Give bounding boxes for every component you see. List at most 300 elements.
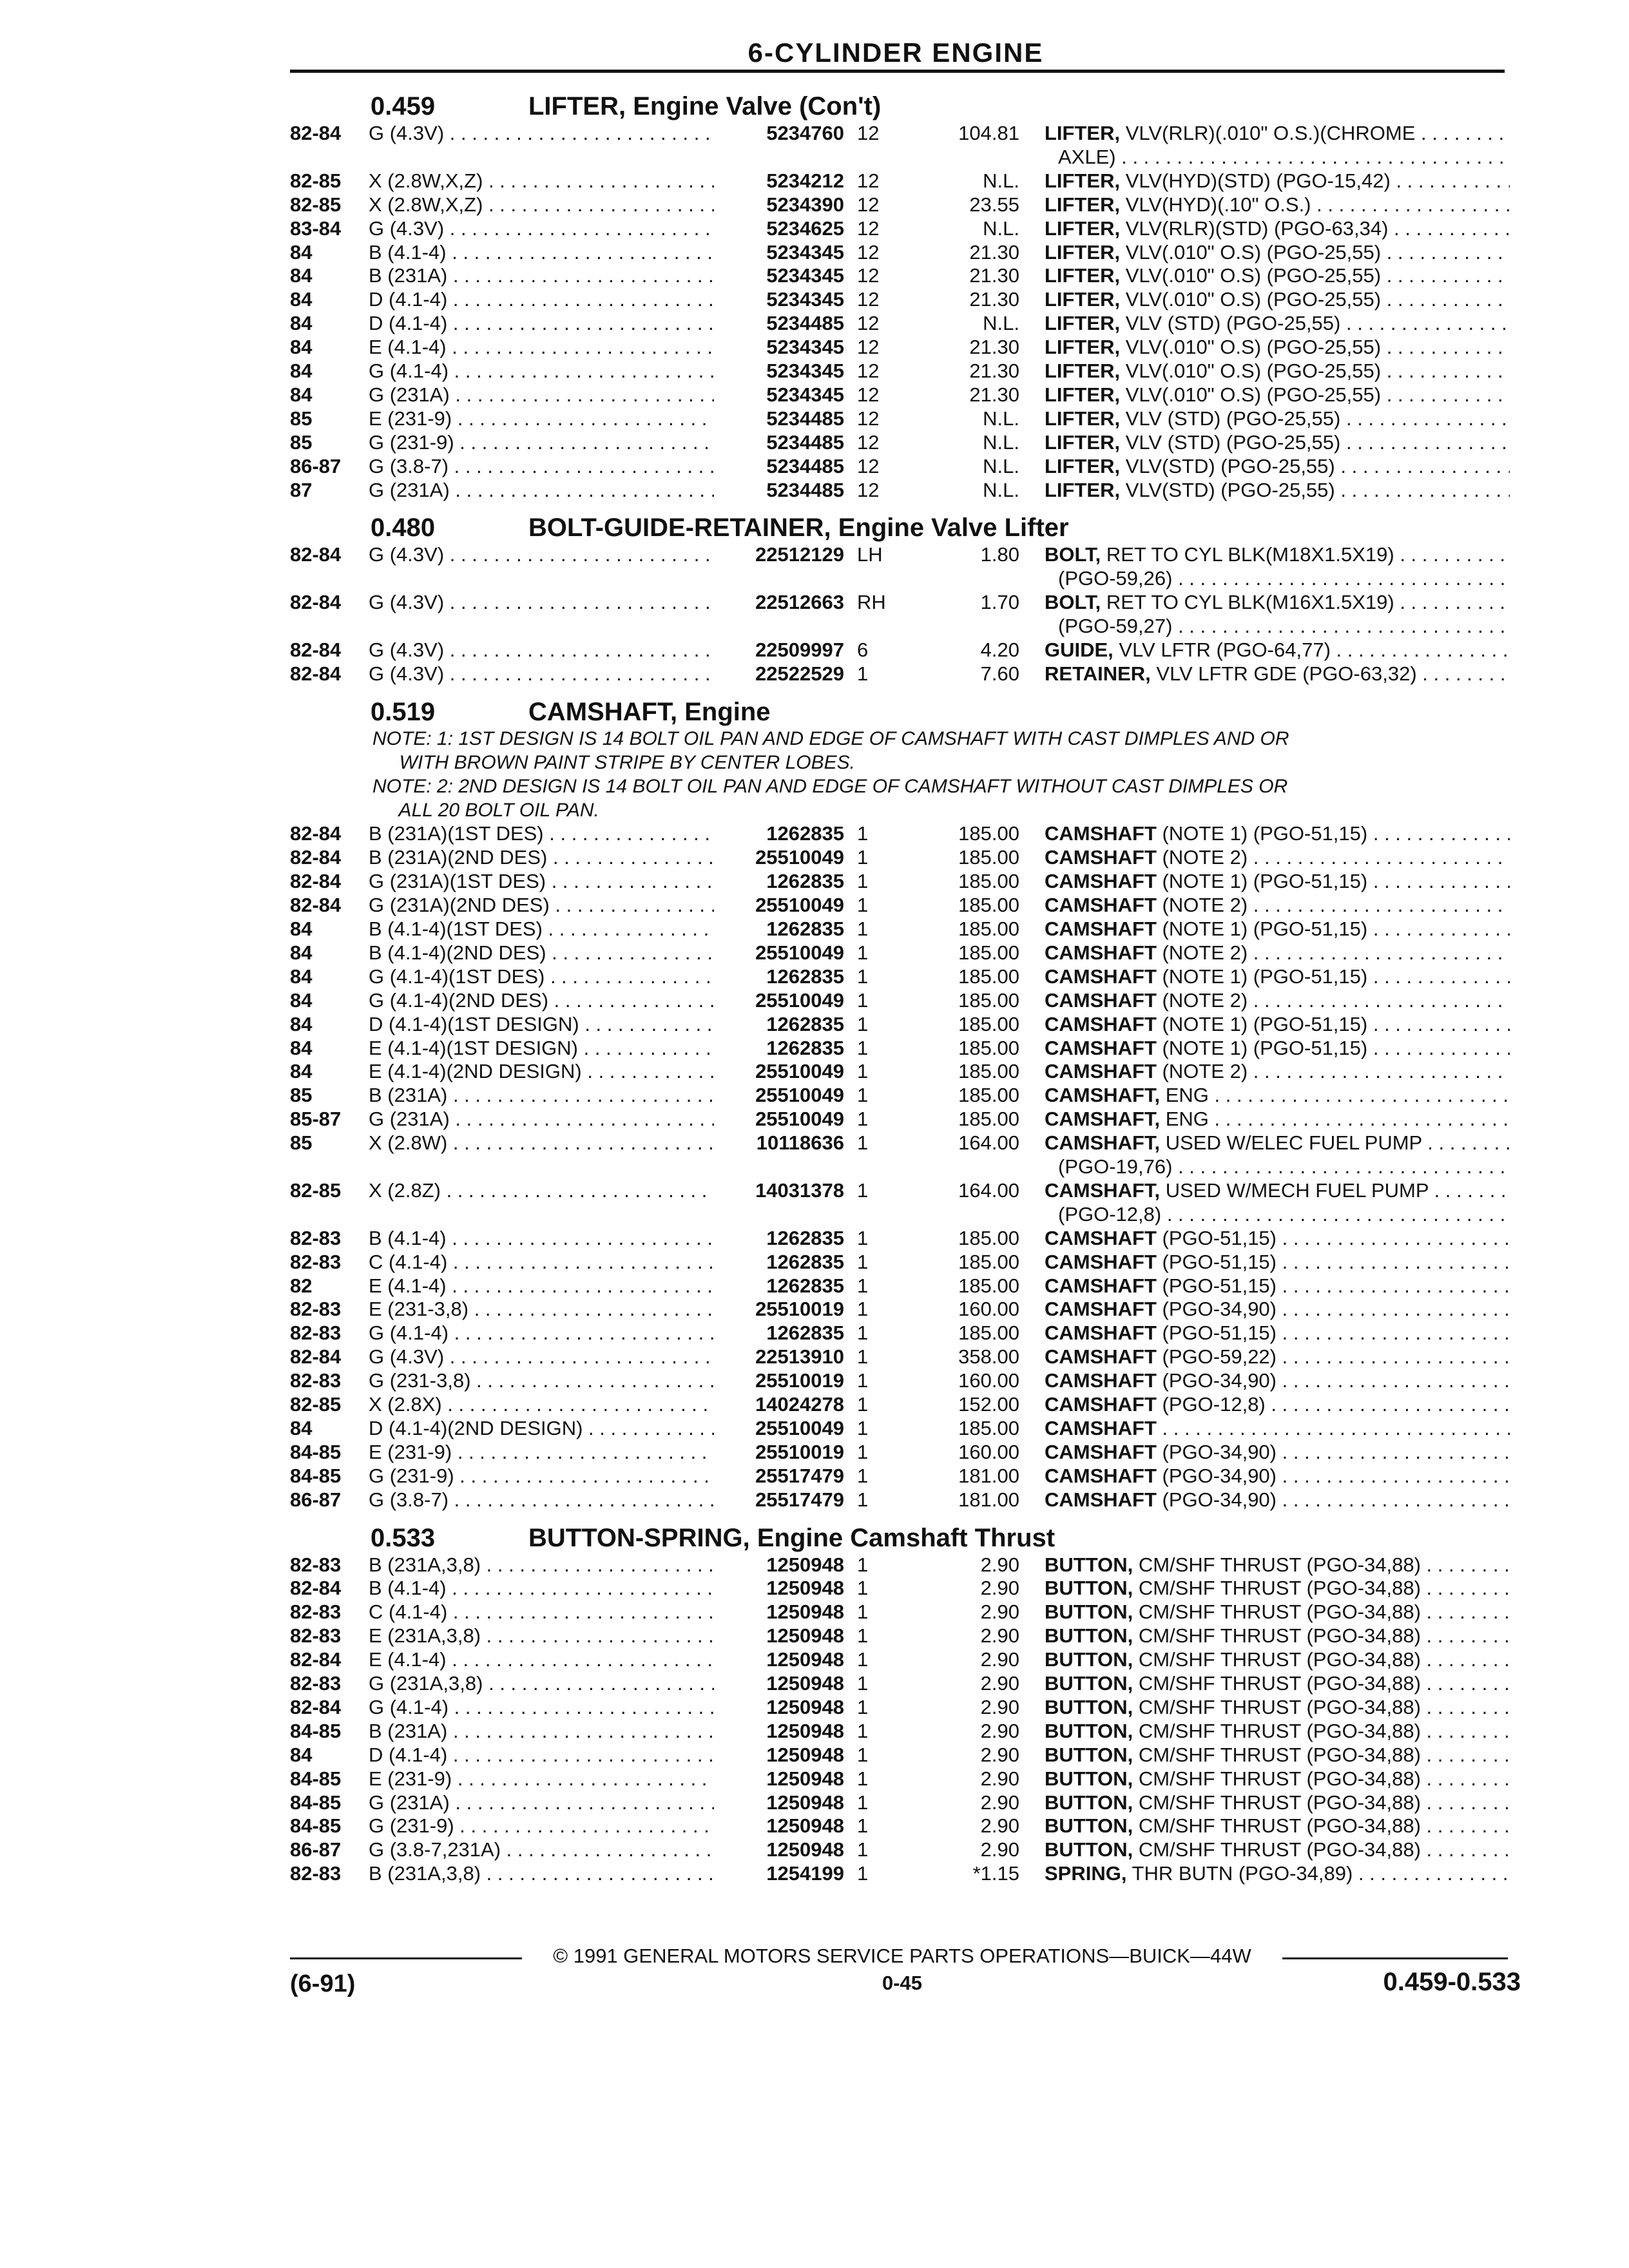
application: X (2.8W,X,Z) . . . xyxy=(369,193,714,217)
part-description xyxy=(1045,1131,1510,1155)
description-detail: USED W/MECH FUEL PUMP xyxy=(1165,1178,1429,1202)
table-row xyxy=(0,1814,1629,1838)
part-description xyxy=(1045,169,1510,193)
description-continuation: (PGO-59,26) . . . xyxy=(1058,566,1510,591)
application: E (4.1-4)(1ST DESIGN) . . . xyxy=(369,1036,714,1061)
list-price: 185.00 xyxy=(958,1226,1019,1249)
table-row-continued xyxy=(0,566,1629,591)
description-detail: (NOTE 1) (PGO-51,15) xyxy=(1162,822,1368,845)
part-description xyxy=(1045,1369,1510,1393)
description-noun: BUTTON, xyxy=(1045,1553,1133,1576)
part-number: 5234390 xyxy=(766,193,844,216)
application: X (2.8Z) . . . xyxy=(369,1178,714,1203)
quantity: 1 xyxy=(857,988,869,1012)
model-years: 85 xyxy=(290,1084,313,1107)
table-row xyxy=(0,1131,1629,1155)
quantity: 12 xyxy=(857,216,880,240)
list-price: 185.00 xyxy=(958,1084,1019,1107)
description-detail: CM/SHF THRUST (PGO-34,88) xyxy=(1138,1577,1421,1600)
part-number: 25510049 xyxy=(755,1084,844,1107)
quantity: 1 xyxy=(857,918,869,940)
quantity: 12 xyxy=(857,312,880,335)
model-years: 82-84 xyxy=(290,122,342,144)
list-price: 2.90 xyxy=(980,1672,1019,1695)
quantity: 1 xyxy=(857,941,869,964)
part-number: 25510049 xyxy=(755,846,844,869)
part-number: 5234345 xyxy=(766,240,844,264)
table-row xyxy=(0,1743,1629,1767)
part-number: 1250948 xyxy=(766,1648,844,1671)
application: E (4.1-4) . . . xyxy=(369,335,714,360)
description-noun: BUTTON, xyxy=(1045,1719,1133,1742)
description-noun: LIFTER, xyxy=(1045,407,1121,430)
part-number: 5234345 xyxy=(766,288,844,311)
part-description xyxy=(1045,1274,1510,1298)
list-price: 2.90 xyxy=(980,1600,1019,1624)
part-number: 25510019 xyxy=(755,1298,844,1321)
group-number: 0.459 xyxy=(371,92,436,120)
table-row xyxy=(0,1600,1629,1624)
list-price: 185.00 xyxy=(958,1036,1019,1059)
model-years: 84 xyxy=(290,1416,313,1439)
description-noun: LIFTER, xyxy=(1045,336,1121,359)
list-price: N.L. xyxy=(983,312,1019,335)
quantity: RH xyxy=(857,591,886,614)
quantity: 1 xyxy=(857,1838,869,1861)
quantity: 12 xyxy=(857,407,880,430)
model-years: 82-84 xyxy=(290,591,342,614)
description-detail: THR BUTN (PGO-34,89) xyxy=(1132,1862,1353,1885)
model-years: 82-84 xyxy=(290,1345,342,1369)
list-price: 181.00 xyxy=(958,1488,1019,1511)
part-number: 25517479 xyxy=(755,1488,844,1511)
footer-rule-right xyxy=(1282,1957,1508,1959)
table-row xyxy=(0,1576,1629,1600)
list-price: 2.90 xyxy=(980,1553,1019,1576)
table-row xyxy=(0,240,1629,265)
list-price: N.L. xyxy=(983,478,1019,501)
description-noun: LIFTER, xyxy=(1045,169,1121,192)
model-years: 82-83 xyxy=(290,1226,342,1249)
quantity: 1 xyxy=(857,822,869,845)
description-noun: CAMSHAFT xyxy=(1045,1274,1157,1297)
description-noun: CAMSHAFT xyxy=(1045,1298,1157,1321)
application: G (4.3V) . . . xyxy=(369,638,714,662)
description-noun: LIFTER, xyxy=(1045,240,1121,264)
quantity: 1 xyxy=(857,1393,869,1416)
table-row xyxy=(0,1464,1629,1488)
application: B (231A,3,8) . . . xyxy=(369,1553,714,1577)
list-price: N.L. xyxy=(983,407,1019,430)
description-noun: CAMSHAFT xyxy=(1045,1345,1157,1369)
application: G (4.1-4)(2ND DES) . . . xyxy=(369,988,714,1013)
list-price: 185.00 xyxy=(958,1321,1019,1345)
application: B (231A)(2ND DES) . . . xyxy=(369,845,714,870)
list-price: 2.90 xyxy=(980,1814,1019,1838)
description-detail: (PGO-34,90) xyxy=(1162,1440,1277,1463)
footer-group-range: 0.459-0.533 xyxy=(1383,1968,1521,1996)
quantity: 1 xyxy=(857,1345,869,1369)
description-detail: (NOTE 1) (PGO-51,15) xyxy=(1162,965,1368,988)
quantity: LH xyxy=(857,543,883,566)
list-price: 2.90 xyxy=(980,1791,1019,1814)
part-description xyxy=(1045,359,1510,383)
description-noun: BUTTON, xyxy=(1045,1695,1133,1718)
part-number: 25510049 xyxy=(755,988,844,1012)
section-heading xyxy=(0,696,1629,728)
part-description xyxy=(1045,845,1510,870)
description-noun: LIFTER, xyxy=(1045,478,1121,501)
list-price: 185.00 xyxy=(958,822,1019,845)
description-detail: VLV(.010" O.S) (PGO-25,55) xyxy=(1125,264,1382,287)
application: B (231A)(1ST DES) . . . xyxy=(369,822,714,846)
table-row xyxy=(0,1178,1629,1203)
part-number: 1262835 xyxy=(766,1250,844,1273)
table-row xyxy=(0,1440,1629,1465)
model-years: 86-87 xyxy=(290,1488,342,1511)
description-detail: CM/SHF THRUST (PGO-34,88) xyxy=(1138,1553,1421,1576)
part-number: 1262835 xyxy=(766,1321,844,1345)
part-description xyxy=(1045,1440,1510,1465)
part-description xyxy=(1045,1648,1510,1672)
table-row xyxy=(0,1226,1629,1251)
description-detail: VLV(.010" O.S) (PGO-25,55) xyxy=(1125,383,1382,406)
application: G (3.8-7) . . . xyxy=(369,454,714,479)
table-row xyxy=(0,893,1629,918)
quantity: 12 xyxy=(857,122,880,144)
part-number: 1250948 xyxy=(766,1791,844,1814)
part-description xyxy=(1045,1553,1510,1577)
description-detail: (PGO-51,15) xyxy=(1162,1274,1277,1297)
list-price: 23.55 xyxy=(969,193,1019,216)
table-row xyxy=(0,1719,1629,1744)
description-noun: SPRING, xyxy=(1045,1862,1127,1885)
part-description xyxy=(1045,407,1510,431)
description-detail: (PGO-34,90) xyxy=(1162,1298,1277,1321)
part-number: 1250948 xyxy=(766,1624,844,1648)
list-price: 185.00 xyxy=(958,870,1019,893)
application: D (4.1-4) . . . xyxy=(369,1743,714,1767)
quantity: 12 xyxy=(857,169,880,192)
application: G (4.3V) . . . xyxy=(369,590,714,615)
application: B (231A) . . . xyxy=(369,264,714,288)
model-years: 82-83 xyxy=(290,1862,342,1885)
part-number: 5234485 xyxy=(766,430,844,454)
description-noun: BUTTON, xyxy=(1045,1648,1133,1671)
model-years: 84 xyxy=(290,312,313,335)
description-noun: BOLT, xyxy=(1045,543,1101,566)
quantity: 1 xyxy=(857,1274,869,1297)
part-number: 1250948 xyxy=(766,1767,844,1790)
description-detail: ENG xyxy=(1165,1108,1209,1131)
description-noun: BUTTON, xyxy=(1045,1791,1133,1814)
part-number: 5234345 xyxy=(766,383,844,406)
group-title: BUTTON-SPRING, Engine Camshaft Thrust xyxy=(528,1523,1055,1552)
description-detail: CM/SHF THRUST (PGO-34,88) xyxy=(1138,1719,1421,1742)
application: G (4.3V) . . . xyxy=(369,662,714,686)
description-noun: LIFTER, xyxy=(1045,264,1121,287)
model-years: 82-83 xyxy=(290,1250,342,1273)
list-price: 185.00 xyxy=(958,988,1019,1012)
description-noun: LIFTER, xyxy=(1045,360,1121,382)
quantity: 12 xyxy=(857,454,880,477)
quantity: 1 xyxy=(857,1178,869,1202)
quantity: 1 xyxy=(857,1084,869,1107)
list-price: 152.00 xyxy=(958,1393,1019,1416)
application: D (4.1-4) . . . xyxy=(369,311,714,336)
model-years: 82-84 xyxy=(290,1577,342,1600)
table-row xyxy=(0,335,1629,360)
list-price: 185.00 xyxy=(958,965,1019,988)
list-price: 2.90 xyxy=(980,1767,1019,1790)
list-price: 185.00 xyxy=(958,1416,1019,1439)
group-note: NOTE: 2: 2ND DESIGN IS 14 BOLT OIL PAN AND EDGE OF CAMSHAFT WITHOUT CAST DIMPLES OR xyxy=(372,775,1288,797)
table-row xyxy=(0,216,1629,241)
application: G (4.3V) . . . xyxy=(369,1345,714,1369)
model-years: 82-84 xyxy=(290,662,342,685)
model-years: 82 xyxy=(290,1274,313,1297)
model-years: 82-83 xyxy=(290,1624,342,1648)
description-detail: (NOTE 1) (PGO-51,15) xyxy=(1162,1012,1368,1035)
part-description xyxy=(1045,590,1510,615)
quantity: 1 xyxy=(857,1369,869,1392)
application: E (4.1-4) . . . xyxy=(369,1648,714,1672)
description-detail: VLV(.010" O.S) (PGO-25,55) xyxy=(1125,360,1382,382)
part-description xyxy=(1045,1814,1510,1838)
model-years: 86-87 xyxy=(290,454,342,477)
list-price: 1.80 xyxy=(980,543,1019,566)
description-detail: (PGO-34,90) xyxy=(1162,1464,1277,1487)
description-noun: RETAINER, xyxy=(1045,662,1151,685)
part-description xyxy=(1045,193,1510,217)
part-number: 25510049 xyxy=(755,894,844,917)
description-detail: CM/SHF THRUST (PGO-34,88) xyxy=(1138,1814,1421,1838)
model-years: 84 xyxy=(290,941,313,964)
description-detail: VLV (STD) (PGO-25,55) xyxy=(1125,407,1341,430)
description-detail: (NOTE 1) (PGO-51,15) xyxy=(1162,918,1368,940)
part-description xyxy=(1045,1392,1510,1417)
table-row xyxy=(0,1083,1629,1108)
list-price: 4.20 xyxy=(980,639,1019,661)
table-row xyxy=(0,1553,1629,1577)
description-noun: LIFTER, xyxy=(1045,454,1121,477)
quantity: 1 xyxy=(857,1060,869,1083)
model-years: 82-85 xyxy=(290,193,342,216)
description-detail: (PGO-34,90) xyxy=(1162,1488,1277,1511)
application: B (4.1-4) . . . xyxy=(369,240,714,265)
part-number: 22522529 xyxy=(755,662,844,685)
footer-page-number: 0-45 xyxy=(882,1972,923,1994)
group-number: 0.519 xyxy=(371,697,436,726)
part-number: 22512129 xyxy=(755,543,844,566)
quantity: 1 xyxy=(857,1440,869,1463)
part-number: 1250948 xyxy=(766,1695,844,1718)
model-years: 87 xyxy=(290,478,313,501)
description-noun: CAMSHAFT xyxy=(1045,1416,1157,1439)
part-number: 1254199 xyxy=(766,1862,844,1885)
part-number: 1262835 xyxy=(766,822,844,845)
quantity: 1 xyxy=(857,1743,869,1766)
list-price: 160.00 xyxy=(958,1369,1019,1392)
application: G (231-3,8) . . . xyxy=(369,1369,714,1393)
application: G (3.8-7,231A) . . . xyxy=(369,1838,714,1862)
part-description xyxy=(1045,335,1510,360)
description-noun: BOLT, xyxy=(1045,591,1101,614)
description-noun: CAMSHAFT xyxy=(1045,941,1157,964)
table-row xyxy=(0,1250,1629,1274)
group-number: 0.480 xyxy=(371,514,436,543)
quantity: 1 xyxy=(857,1648,869,1671)
description-noun: GUIDE, xyxy=(1045,639,1113,661)
table-row xyxy=(0,822,1629,846)
part-description xyxy=(1045,543,1510,567)
list-price: 2.90 xyxy=(980,1838,1019,1861)
part-description xyxy=(1045,121,1510,146)
part-number: 14031378 xyxy=(755,1178,844,1202)
list-price: 21.30 xyxy=(969,336,1019,359)
application: E (231-9) . . . xyxy=(369,1767,714,1791)
quantity: 1 xyxy=(857,1814,869,1838)
description-continuation: (PGO-59,27) . . . xyxy=(1058,614,1510,639)
model-years: 84 xyxy=(290,336,313,359)
description-noun: CAMSHAFT xyxy=(1045,965,1157,988)
table-row xyxy=(0,1392,1629,1417)
description-detail: (NOTE 1) (PGO-51,15) xyxy=(1162,1036,1368,1059)
part-description xyxy=(1045,1576,1510,1600)
application: X (2.8W) . . . xyxy=(369,1131,714,1155)
list-price: 21.30 xyxy=(969,383,1019,406)
description-detail: (NOTE 2) xyxy=(1162,988,1248,1012)
group-note: ALL 20 BOLT OIL PAN. xyxy=(372,799,599,821)
part-description xyxy=(1045,216,1510,241)
quantity: 1 xyxy=(857,1719,869,1742)
description-detail: VLV(HYD)(STD) (PGO-15,42) xyxy=(1125,169,1391,192)
group-note: NOTE: 1: 1ST DESIGN IS 14 BOLT OIL PAN AND EDGE OF CAMSHAFT WITH CAST DIMPLES AND OR xyxy=(372,727,1289,749)
table-row-continued xyxy=(0,145,1629,169)
description-continuation: (PGO-19,76) . . . xyxy=(1058,1155,1510,1179)
part-description xyxy=(1045,1321,1510,1345)
part-number: 22512663 xyxy=(755,591,844,614)
description-noun: CAMSHAFT, xyxy=(1045,1178,1161,1202)
table-row xyxy=(0,1488,1629,1512)
model-years: 84-85 xyxy=(290,1767,342,1790)
table-row xyxy=(0,311,1629,336)
part-description xyxy=(1045,965,1510,989)
description-detail: (NOTE 2) xyxy=(1162,846,1248,869)
application: G (231-9) . . . xyxy=(369,430,714,455)
quantity: 1 xyxy=(857,1767,869,1790)
group-title: LIFTER, Engine Valve (Con't) xyxy=(528,92,882,120)
model-years: 84 xyxy=(290,988,313,1012)
application: G (4.1-4)(1ST DES) . . . xyxy=(369,965,714,989)
part-description xyxy=(1045,1600,1510,1624)
part-description xyxy=(1045,1695,1510,1720)
list-price: 185.00 xyxy=(958,1012,1019,1035)
model-years: 84 xyxy=(290,360,313,382)
part-number: 25510019 xyxy=(755,1440,844,1463)
list-price: 181.00 xyxy=(958,1464,1019,1487)
application: G (231A) . . . xyxy=(369,478,714,503)
application: E (231-9) . . . xyxy=(369,1440,714,1465)
model-years: 84 xyxy=(290,1060,313,1083)
quantity: 6 xyxy=(857,639,869,661)
quantity: 12 xyxy=(857,240,880,264)
description-noun: CAMSHAFT xyxy=(1045,822,1157,845)
table-row xyxy=(0,430,1629,455)
application: C (4.1-4) . . . xyxy=(369,1250,714,1274)
table-row xyxy=(0,454,1629,479)
description-noun: BUTTON, xyxy=(1045,1743,1133,1766)
footer-rule-left xyxy=(290,1957,522,1959)
table-row xyxy=(0,264,1629,288)
page-title: 6-CYLINDER ENGINE xyxy=(747,37,1044,68)
table-row xyxy=(0,638,1629,662)
part-description xyxy=(1045,893,1510,918)
quantity: 1 xyxy=(857,1226,869,1249)
table-row xyxy=(0,1791,1629,1815)
part-description xyxy=(1045,1838,1510,1862)
quantity: 1 xyxy=(857,1695,869,1718)
application: G (4.1-4) . . . xyxy=(369,359,714,383)
description-detail: VLV(RLR)(STD) (PGO-63,34) xyxy=(1125,216,1389,240)
description-noun: LIFTER, xyxy=(1045,383,1121,406)
description-detail: CM/SHF THRUST (PGO-34,88) xyxy=(1138,1695,1421,1718)
description-noun: CAMSHAFT xyxy=(1045,1250,1157,1273)
application: G (231A)(1ST DES) . . . xyxy=(369,869,714,894)
model-years: 84 xyxy=(290,1012,313,1035)
model-years: 84-85 xyxy=(290,1464,342,1487)
application: B (4.1-4)(2ND DES) . . . xyxy=(369,941,714,965)
part-number: 25510049 xyxy=(755,941,844,964)
description-noun: BUTTON, xyxy=(1045,1577,1133,1600)
part-number: 1250948 xyxy=(766,1577,844,1600)
part-number: 1250948 xyxy=(766,1553,844,1576)
description-detail: VLV(STD) (PGO-25,55) xyxy=(1125,454,1335,477)
quantity: 1 xyxy=(857,1131,869,1155)
application: E (231-9) . . . xyxy=(369,407,714,431)
part-description xyxy=(1045,1767,1510,1791)
part-number: 5234345 xyxy=(766,336,844,359)
application: G (231A) . . . xyxy=(369,383,714,407)
description-continuation: AXLE) . . . xyxy=(1058,145,1510,169)
description-detail: VLV (STD) (PGO-25,55) xyxy=(1125,312,1341,335)
quantity: 12 xyxy=(857,383,880,406)
footer-copyright: © 1991 GENERAL MOTORS SERVICE PARTS OPERATIONS—BUICK—44W xyxy=(553,1945,1251,1967)
part-description xyxy=(1045,1250,1510,1274)
application: C (4.1-4) . . . xyxy=(369,1600,714,1624)
description-detail: VLV(RLR)(.010" O.S.)(CHROME xyxy=(1125,122,1416,144)
model-years: 82-84 xyxy=(290,1648,342,1671)
description-detail: (NOTE 2) xyxy=(1162,941,1248,964)
description-detail: VLV(HYD)(.10" O.S.) xyxy=(1125,193,1311,216)
part-number: 5234485 xyxy=(766,478,844,501)
list-price: 160.00 xyxy=(958,1298,1019,1321)
part-description xyxy=(1045,1226,1510,1251)
part-description xyxy=(1045,430,1510,455)
description-detail: VLV(STD) (PGO-25,55) xyxy=(1125,478,1335,501)
part-number: 5234625 xyxy=(766,216,844,240)
part-number: 1250948 xyxy=(766,1743,844,1766)
part-number: 14024278 xyxy=(755,1393,844,1416)
part-description xyxy=(1045,917,1510,941)
quantity: 1 xyxy=(857,1464,869,1487)
application: G (231A) . . . xyxy=(369,1107,714,1131)
quantity: 1 xyxy=(857,1298,869,1321)
part-number: 1262835 xyxy=(766,1036,844,1059)
part-number: 1262835 xyxy=(766,1012,844,1035)
model-years: 84 xyxy=(290,264,313,287)
description-noun: CAMSHAFT xyxy=(1045,1464,1157,1487)
